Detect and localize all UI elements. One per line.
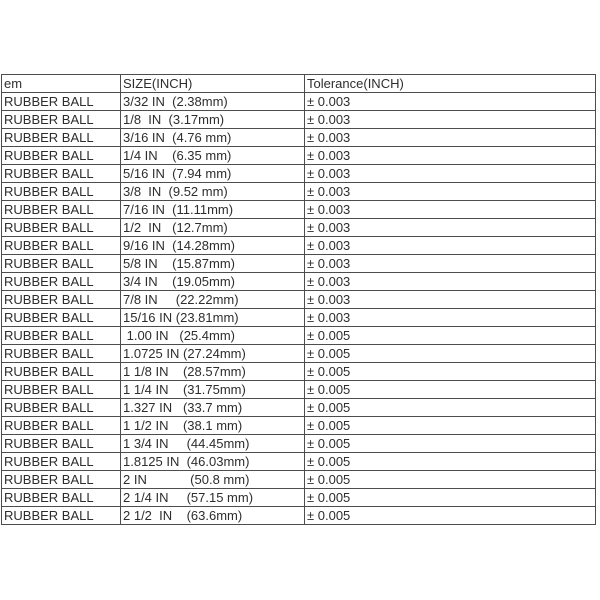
table-header-row: [2, 75, 596, 93]
tolerance-cell: ± 0.005: [305, 507, 596, 525]
tolerance-cell: ± 0.005: [305, 489, 596, 507]
column-header-tolerance: Tolerance(INCH): [305, 75, 596, 93]
column-header-size: SIZE(INCH): [121, 75, 305, 93]
item-cell: RUBBER BALL: [2, 291, 121, 309]
item-cell: RUBBER BALL: [2, 399, 121, 417]
table-row: [2, 255, 596, 273]
size-cell: 7/8 IN (22.22mm): [121, 291, 305, 309]
table-row: [2, 201, 596, 219]
size-cell: 1/8 IN (3.17mm): [121, 111, 305, 129]
size-cell: 5/8 IN (15.87mm): [121, 255, 305, 273]
tolerance-cell: ± 0.003: [305, 273, 596, 291]
tolerance-cell: ± 0.005: [305, 399, 596, 417]
size-cell: 15/16 IN (23.81mm): [121, 309, 305, 327]
table-row: [2, 417, 596, 435]
item-cell: RUBBER BALL: [2, 363, 121, 381]
table-row: [2, 237, 596, 255]
tolerance-cell: ± 0.003: [305, 201, 596, 219]
tolerance-cell: ± 0.005: [305, 345, 596, 363]
table-row: [2, 93, 596, 111]
tolerance-cell: ± 0.003: [305, 93, 596, 111]
size-cell: 5/16 IN (7.94 mm): [121, 165, 305, 183]
tolerance-cell: ± 0.003: [305, 111, 596, 129]
tolerance-cell: ± 0.005: [305, 453, 596, 471]
tolerance-cell: ± 0.005: [305, 363, 596, 381]
item-cell: RUBBER BALL: [2, 381, 121, 399]
table-row: [2, 219, 596, 237]
size-cell: 3/32 IN (2.38mm): [121, 93, 305, 111]
item-cell: RUBBER BALL: [2, 273, 121, 291]
item-cell: RUBBER BALL: [2, 489, 121, 507]
tolerance-cell: ± 0.005: [305, 327, 596, 345]
table-row: [2, 129, 596, 147]
table-row: [2, 435, 596, 453]
item-cell: RUBBER BALL: [2, 201, 121, 219]
size-cell: 1 1/4 IN (31.75mm): [121, 381, 305, 399]
table-row: [2, 147, 596, 165]
size-cell: 1.00 IN (25.4mm): [121, 327, 305, 345]
size-cell: 3/16 IN (4.76 mm): [121, 129, 305, 147]
item-cell: RUBBER BALL: [2, 327, 121, 345]
tolerance-cell: ± 0.003: [305, 165, 596, 183]
table-row: [2, 489, 596, 507]
item-cell: RUBBER BALL: [2, 435, 121, 453]
item-cell: RUBBER BALL: [2, 345, 121, 363]
item-cell: RUBBER BALL: [2, 255, 121, 273]
tolerance-cell: ± 0.003: [305, 291, 596, 309]
item-cell: RUBBER BALL: [2, 417, 121, 435]
table-row: [2, 111, 596, 129]
table-body: [2, 93, 596, 525]
size-cell: 1 1/2 IN (38.1 mm): [121, 417, 305, 435]
size-cell: 2 1/2 IN (63.6mm): [121, 507, 305, 525]
tolerance-cell: ± 0.003: [305, 255, 596, 273]
item-cell: RUBBER BALL: [2, 453, 121, 471]
column-header-item: em: [2, 75, 121, 93]
item-cell: RUBBER BALL: [2, 165, 121, 183]
table-row: [2, 291, 596, 309]
tolerance-cell: ± 0.003: [305, 147, 596, 165]
size-cell: 1/4 IN (6.35 mm): [121, 147, 305, 165]
item-cell: RUBBER BALL: [2, 219, 121, 237]
size-cell: 1 3/4 IN (44.45mm): [121, 435, 305, 453]
tolerance-cell: ± 0.003: [305, 183, 596, 201]
item-cell: RUBBER BALL: [2, 147, 121, 165]
item-cell: RUBBER BALL: [2, 183, 121, 201]
size-cell: 3/4 IN (19.05mm): [121, 273, 305, 291]
size-cell: 1 1/8 IN (28.57mm): [121, 363, 305, 381]
tolerance-cell: ± 0.003: [305, 309, 596, 327]
size-cell: 3/8 IN (9.52 mm): [121, 183, 305, 201]
table-row: [2, 363, 596, 381]
size-cell: 1.8125 IN (46.03mm): [121, 453, 305, 471]
item-cell: RUBBER BALL: [2, 309, 121, 327]
size-cell: 2 1/4 IN (57.15 mm): [121, 489, 305, 507]
size-cell: 1.327 IN (33.7 mm): [121, 399, 305, 417]
tolerance-cell: ± 0.003: [305, 129, 596, 147]
size-cell: 1.0725 IN (27.24mm): [121, 345, 305, 363]
table-row: [2, 183, 596, 201]
tolerance-cell: ± 0.003: [305, 219, 596, 237]
tolerance-cell: ± 0.005: [305, 471, 596, 489]
table-row: [2, 471, 596, 489]
table-row: [2, 273, 596, 291]
item-cell: RUBBER BALL: [2, 237, 121, 255]
rubber-ball-spec-table: [1, 74, 596, 525]
item-cell: RUBBER BALL: [2, 507, 121, 525]
item-cell: RUBBER BALL: [2, 471, 121, 489]
size-cell: 2 IN (50.8 mm): [121, 471, 305, 489]
table-row: [2, 345, 596, 363]
size-cell: 7/16 IN (11.11mm): [121, 201, 305, 219]
tolerance-cell: ± 0.005: [305, 381, 596, 399]
item-cell: RUBBER BALL: [2, 111, 121, 129]
table-row: [2, 165, 596, 183]
table-row: [2, 381, 596, 399]
table-row: [2, 453, 596, 471]
table-row: [2, 309, 596, 327]
size-cell: 1/2 IN (12.7mm): [121, 219, 305, 237]
table-row: [2, 399, 596, 417]
item-cell: RUBBER BALL: [2, 129, 121, 147]
size-cell: 9/16 IN (14.28mm): [121, 237, 305, 255]
tolerance-cell: ± 0.005: [305, 417, 596, 435]
table-row: [2, 507, 596, 525]
item-cell: RUBBER BALL: [2, 93, 121, 111]
tolerance-cell: ± 0.003: [305, 237, 596, 255]
table-row: [2, 327, 596, 345]
tolerance-cell: ± 0.005: [305, 435, 596, 453]
